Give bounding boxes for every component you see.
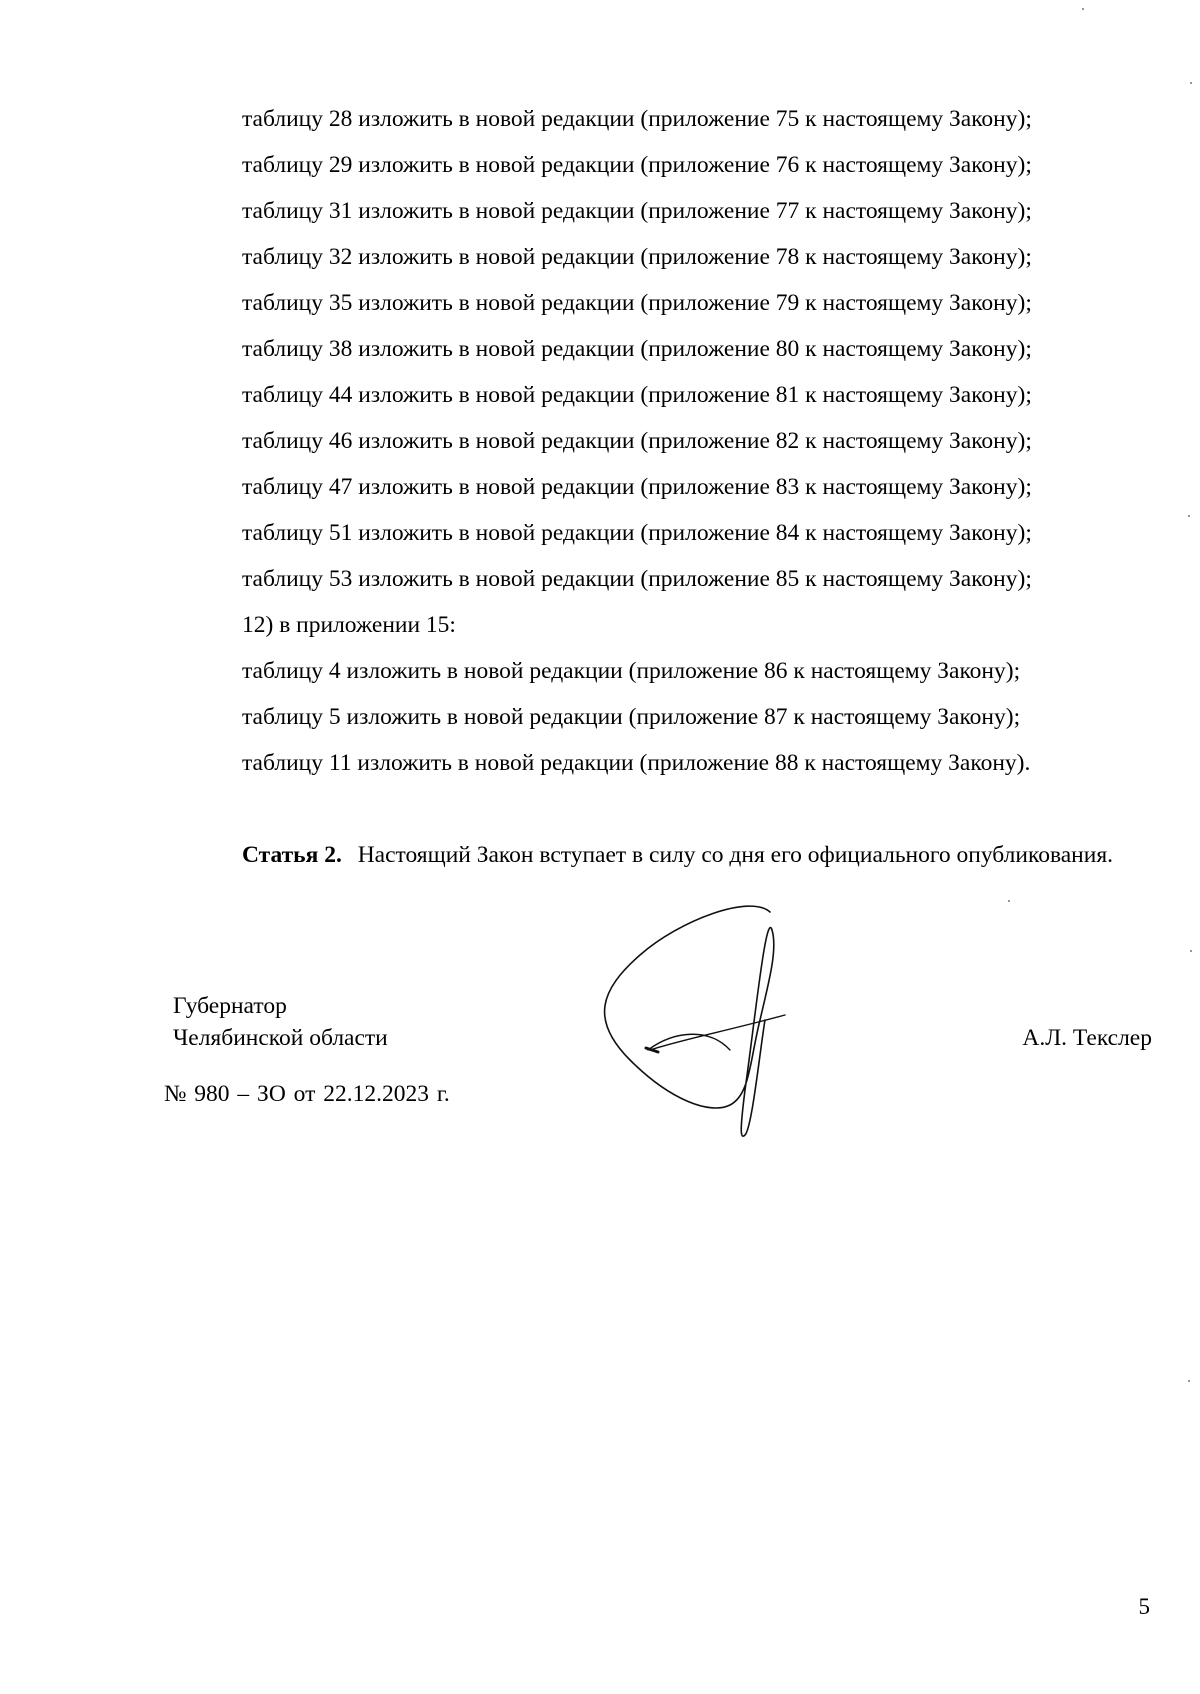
list-item: таблицу 4 изложить в новой редакции (приложение 86 к настоящему Закону);	[242, 658, 1021, 684]
list-item: таблицу 31 изложить в новой редакции (приложение 77 к настоящему Закону);	[242, 198, 1032, 224]
list-item: таблицу 51 изложить в новой редакции (приложение 84 к настоящему Закону);	[242, 520, 1032, 546]
scan-speck	[1008, 900, 1010, 902]
list-item: таблицу 5 изложить в новой редакции (приложение 87 к настоящему Закону);	[242, 704, 1021, 730]
list-item: 12) в приложении 15:	[242, 612, 456, 638]
scan-speck	[1190, 82, 1192, 84]
law-number-date: № 980 – ЗО от 22.12.2023 г.	[164, 1081, 450, 1107]
signatory-title-line1: Губернатор	[173, 993, 287, 1019]
list-item: таблицу 32 изложить в новой редакции (приложение 78 к настоящему Закону);	[242, 244, 1032, 270]
list-item: таблицу 47 изложить в новой редакции (приложение 83 к настоящему Закону);	[242, 474, 1032, 500]
signature-mark	[580, 900, 810, 1140]
article-2-paragraph	[173, 832, 1150, 878]
list-item: таблицу 29 изложить в новой редакции (приложение 76 к настоящему Закону);	[242, 152, 1032, 178]
scan-speck	[1082, 8, 1084, 10]
signatory-title	[173, 990, 388, 1054]
list-item: таблицу 35 изложить в новой редакции (приложение 79 к настоящему Закону);	[242, 290, 1032, 316]
scan-speck	[1188, 515, 1190, 517]
scan-speck	[1190, 950, 1192, 952]
list-item: таблицу 38 изложить в новой редакции (приложение 80 к настоящему Закону);	[242, 336, 1032, 362]
list-item: таблицу 11 изложить в новой редакции (приложение 88 к настоящему Закону).	[242, 750, 1031, 776]
list-item: таблицу 28 изложить в новой редакции (приложение 75 к настоящему Закону);	[242, 106, 1032, 132]
list-item: таблицу 46 изложить в новой редакции (приложение 82 к настоящему Закону);	[242, 428, 1032, 454]
page-number: 5	[1138, 1594, 1150, 1619]
article-label: Статья 2.	[242, 842, 342, 868]
scan-speck	[1188, 1380, 1190, 1382]
article-text: Настоящий Закон вступает в силу со дня его официального опубликования.	[357, 842, 1114, 868]
list-item: таблицу 44 изложить в новой редакции (приложение 81 к настоящему Закону);	[242, 382, 1032, 408]
signatory-name: А.Л. Текслер	[1022, 1025, 1152, 1051]
signatory-title-line2: Челябинской области	[173, 1025, 388, 1051]
amendments-list	[242, 96, 1122, 786]
list-item: таблицу 53 изложить в новой редакции (приложение 85 к настоящему Закону);	[242, 566, 1032, 592]
